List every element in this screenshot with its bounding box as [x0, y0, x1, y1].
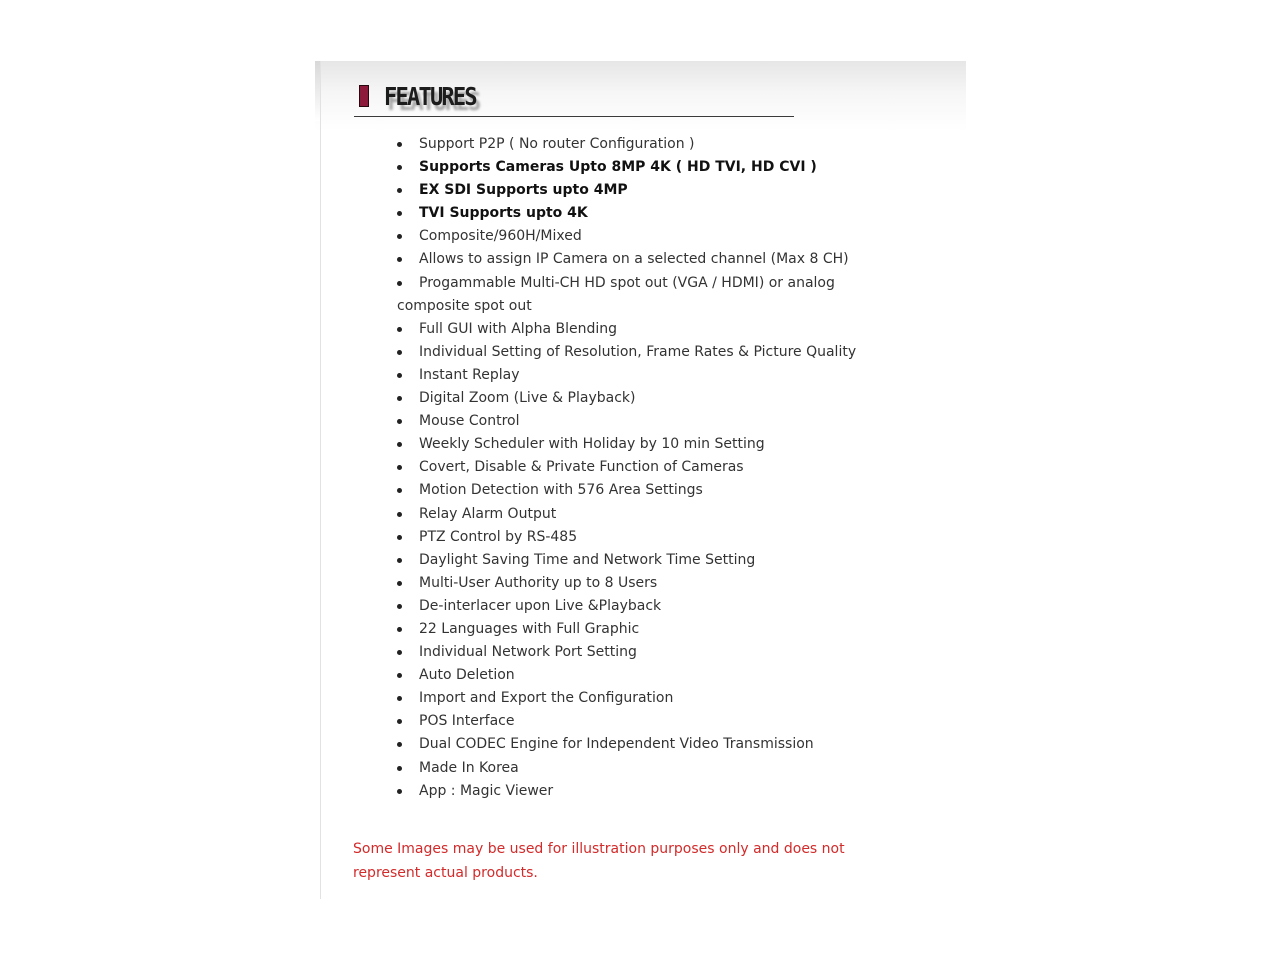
disclaimer-text: Some Images may be used for illustration purposes only and does not represent actual products.	[353, 841, 845, 881]
feature-item: Full GUI with Alpha Blending	[397, 318, 877, 341]
panel-left-border	[320, 61, 321, 899]
feature-item: Supports Cameras Upto 8MP 4K ( HD TVI, HD CVI )	[397, 156, 877, 179]
feature-item: Dual CODEC Engine for Independent Video Transmission	[397, 733, 877, 756]
feature-item: De-interlacer upon Live &Playback	[397, 595, 877, 618]
feature-item: Auto Deletion	[397, 664, 877, 687]
feature-item: Allows to assign IP Camera on a selected channel (Max 8 CH)	[397, 248, 877, 271]
feature-item: App : Magic Viewer	[397, 780, 877, 803]
feature-item: Weekly Scheduler with Holiday by 10 min Setting	[397, 433, 877, 456]
feature-item: Made In Korea	[397, 757, 877, 780]
feature-item: Instant Replay	[397, 364, 877, 387]
feature-item: Multi-User Authority up to 8 Users	[397, 572, 877, 595]
feature-item: 22 Languages with Full Graphic	[397, 618, 877, 641]
feature-item: Relay Alarm Output	[397, 503, 877, 526]
feature-item: Composite/960H/Mixed	[397, 225, 877, 248]
features-title: FEATURES	[384, 82, 476, 111]
feature-item: POS Interface	[397, 710, 877, 733]
feature-item: PTZ Control by RS-485	[397, 526, 877, 549]
feature-item: Import and Export the Configuration	[397, 687, 877, 710]
feature-item: EX SDI Supports upto 4MP	[397, 179, 877, 202]
feature-item: Support P2P ( No router Configuration )	[397, 133, 877, 156]
feature-item: Individual Setting of Resolution, Frame Rates & Picture Quality	[397, 341, 877, 364]
feature-item: Covert, Disable & Private Function of Cameras	[397, 456, 877, 479]
feature-item: Mouse Control	[397, 410, 877, 433]
feature-item: Individual Network Port Setting	[397, 641, 877, 664]
feature-item: Progammable Multi-CH HD spot out (VGA / HDMI) or analog composite spot out	[397, 272, 877, 318]
red-block-icon	[359, 85, 369, 107]
feature-item: Motion Detection with 576 Area Settings	[397, 479, 877, 502]
features-header	[354, 82, 794, 117]
feature-item: Daylight Saving Time and Network Time Setting	[397, 549, 877, 572]
features-list	[397, 133, 877, 803]
feature-item: Digital Zoom (Live & Playback)	[397, 387, 877, 410]
feature-item: TVI Supports upto 4K	[397, 202, 877, 225]
